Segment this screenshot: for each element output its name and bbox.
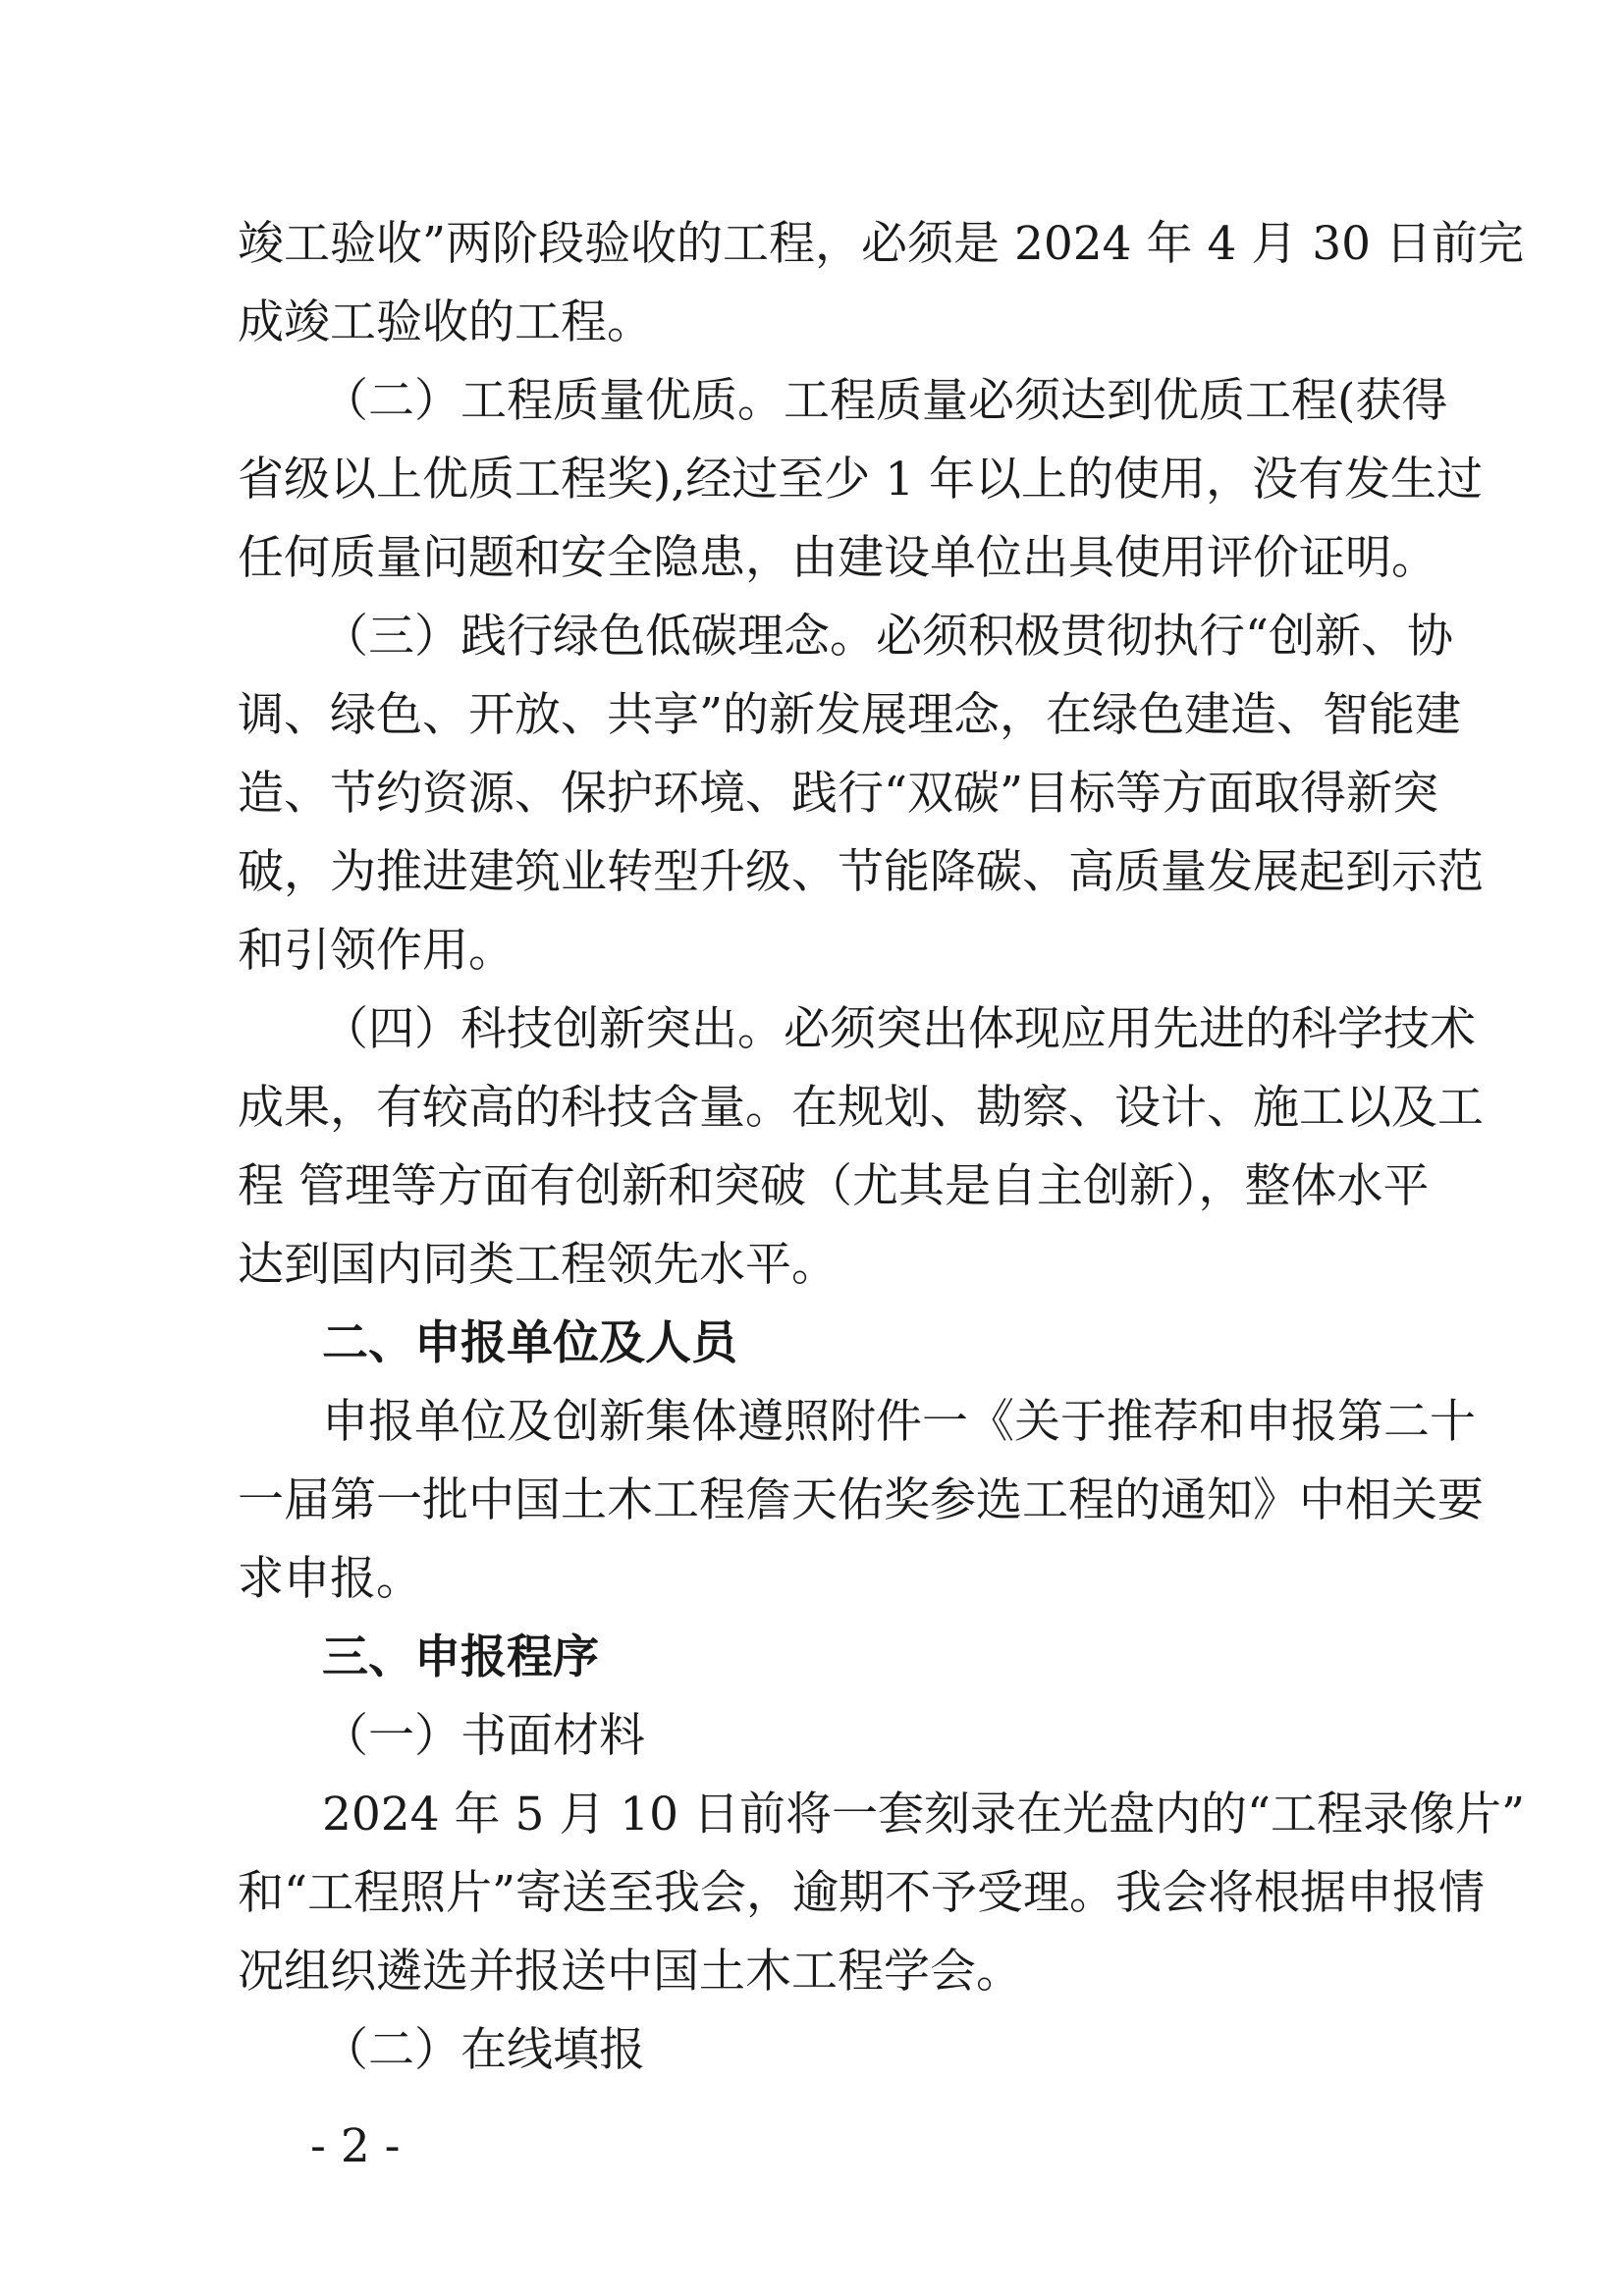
- body-line-11: （四）科技创新突出。必须突出体现应用先进的科学技术: [322, 1002, 1476, 1056]
- body-line-23: 况组织遴选并报送中国土木工程学会。: [238, 1945, 1022, 1999]
- body-line-4: 省级以上优质工程奖),经过至少 1 年以上的使用，没有发生过: [238, 453, 1484, 507]
- body-line-1: 竣工验收”两阶段验收的工程，必须是 2024 年 4 月 30 日前完: [238, 217, 1524, 271]
- body-line-3: （二）工程质量优质。工程质量必须达到优质工程(获得: [322, 374, 1448, 428]
- body-line-9: 破，为推进建筑业转型升级、节能降碳、高质量发展起到示范: [238, 845, 1484, 899]
- body-line-2: 成竣工验收的工程。: [238, 295, 653, 349]
- body-line-12: 成果，有较高的科技含量。在规划、勘察、设计、施工以及工: [238, 1081, 1484, 1135]
- subheading-online-filing: （二）在线填报: [322, 2023, 645, 2077]
- section-heading-3: 三、申报程序: [322, 1630, 599, 1684]
- body-line-10: 和引领作用。: [238, 924, 514, 978]
- body-line-17: 一届第一批中国土木工程詹天佑奖参选工程的通知》中相关要: [238, 1473, 1484, 1527]
- body-line-8: 造、节约资源、保护环境、践行“双碳”目标等方面取得新突: [238, 767, 1439, 821]
- subheading-written-materials: （一）书面材料: [322, 1709, 645, 1763]
- body-line-7: 调、绿色、开放、共享”的新发展理念，在绿色建造、智能建: [238, 688, 1462, 742]
- body-line-16: 申报单位及创新集体遵照附件一《关于推荐和申报第二十: [322, 1395, 1476, 1449]
- body-line-18: 求申报。: [238, 1552, 422, 1606]
- body-line-21: 2024 年 5 月 10 日前将一套刻录在光盘内的“工程录像片”: [322, 1788, 1526, 1842]
- section-heading-2: 二、申报单位及人员: [322, 1316, 737, 1370]
- body-line-5: 任何质量问题和安全隐患，由建设单位出具使用评价证明。: [238, 531, 1437, 585]
- page-number: - 2 -: [310, 2119, 401, 2173]
- body-line-13: 程 管理等方面有创新和突破（尤其是自主创新），整体水平: [238, 1159, 1430, 1213]
- body-line-22: 和“工程照片”寄送至我会，逾期不予受理。我会将根据申报情: [238, 1866, 1486, 1920]
- body-line-14: 达到国内同类工程领先水平。: [238, 1238, 838, 1292]
- body-line-6: （三）践行绿色低碳理念。必须积极贯彻执行“创新、协: [322, 610, 1454, 664]
